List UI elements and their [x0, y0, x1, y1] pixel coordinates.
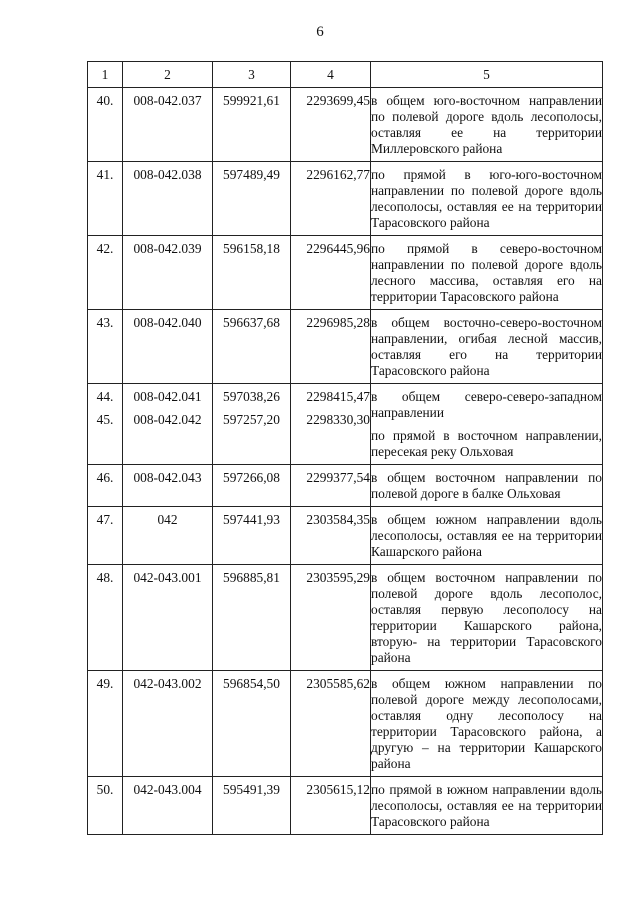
row-number: 49.: [96, 676, 114, 691]
point-code: 042-043.002: [133, 676, 202, 691]
boundary-description: в общем восточном направлении по полевой дороге вдоль лесополос, оставляя первую лесополосу на территории Кашарского района, вторую- на территории Тарасовского района: [371, 570, 602, 665]
boundary-description-cell: [371, 777, 603, 835]
row-number: 46.: [96, 470, 114, 485]
coordinate-x: 596637,68: [223, 315, 280, 330]
boundary-description: по прямой в северо-восточном направлении по полевой дороге вдоль лесного массива, оставляя его на территории Тарасовского района: [371, 241, 602, 304]
coordinate-y: 2296985,28: [306, 315, 370, 330]
row-number: 44.: [96, 389, 114, 404]
boundary-description: в общем южном направлении вдоль лесополосы, оставляя ее на территории Кашарского района: [371, 512, 602, 559]
row-number-cell: [88, 507, 123, 565]
table-row: [88, 777, 603, 835]
boundary-points-table: [87, 61, 603, 835]
coordinate-y-cell: [291, 88, 371, 162]
table-row: [88, 507, 603, 565]
table-row: [88, 671, 603, 777]
boundary-description-cell: [371, 465, 603, 507]
row-number-cell: [88, 88, 123, 162]
point-code: 042-043.004: [133, 782, 202, 797]
point-code: 042-043.001: [133, 570, 202, 585]
table-row: [88, 384, 603, 465]
boundary-description-cell: [371, 310, 603, 384]
row-number-cell: [88, 671, 123, 777]
point-code: 008-042.038: [133, 167, 202, 182]
coordinate-y: 2305585,62: [306, 676, 370, 691]
point-code-cell: [123, 88, 213, 162]
boundary-description: в общем восточно-северо-восточном направлении, огибая лесной массив, оставляя его на территории Тарасовского района: [371, 315, 602, 378]
coordinate-y-cell: [291, 507, 371, 565]
column-header-description: 5: [371, 62, 603, 88]
point-code: 008-042.041: [133, 389, 202, 404]
table-row: [88, 465, 603, 507]
boundary-description: в общем юго-восточном направлении по полевой дороге вдоль лесополосы, оставляя ее на территории Миллеровского района: [371, 93, 602, 156]
column-header-x: 3: [213, 62, 291, 88]
coordinate-y-cell: [291, 465, 371, 507]
coordinate-x: 596885,81: [223, 570, 280, 585]
row-number: 43.: [96, 315, 114, 330]
row-number-cell: [88, 384, 123, 465]
row-number-cell: [88, 162, 123, 236]
point-code: 008-042.039: [133, 241, 202, 256]
point-code: 042: [157, 512, 178, 527]
coordinate-x: 597038,26: [223, 389, 280, 404]
point-code-cell: [123, 384, 213, 465]
row-number-cell: [88, 465, 123, 507]
row-number-cell: [88, 236, 123, 310]
table-body: [88, 88, 603, 835]
boundary-description: по прямой в южном направлении вдоль лесополосы, оставляя ее на территории Тарасовского района: [371, 782, 602, 829]
coordinate-x: 595491,39: [223, 782, 280, 797]
boundary-description-cell: [371, 507, 603, 565]
boundary-description-cell: [371, 236, 603, 310]
boundary-description: по прямой в юго-юго-восточном направлении по полевой дороге вдоль лесополосы, оставляя ее на территории Тарасовского района: [371, 167, 602, 230]
page-number: 6: [316, 24, 324, 40]
coordinate-y: 2305615,12: [306, 782, 370, 797]
boundary-description-cell: [371, 671, 603, 777]
row-number: 48.: [96, 570, 114, 585]
coordinate-x: 597266,08: [223, 470, 280, 485]
coordinate-x-cell: [213, 671, 291, 777]
coordinate-x: 597489,49: [223, 167, 280, 182]
point-code: 008-042.040: [133, 315, 202, 330]
coordinate-y-cell: [291, 565, 371, 671]
coordinate-y: 2303584,35: [306, 512, 370, 527]
coordinate-x-cell: [213, 236, 291, 310]
table-header-row: [88, 62, 603, 88]
column-header-number: 1: [88, 62, 123, 88]
row-number: 50.: [96, 782, 114, 797]
coordinate-x-cell: [213, 162, 291, 236]
table-row: [88, 310, 603, 384]
row-number: 47.: [96, 512, 114, 527]
coordinate-x-cell: [213, 565, 291, 671]
coordinate-y-cell: [291, 671, 371, 777]
coordinate-x-cell: [213, 310, 291, 384]
point-code-cell: [123, 162, 213, 236]
column-header-code: 2: [123, 62, 213, 88]
point-code: 008-042.037: [133, 93, 202, 108]
coordinate-y: 2298415,47: [306, 389, 370, 404]
table-row: [88, 162, 603, 236]
coordinate-y-cell: [291, 384, 371, 465]
table-row: [88, 88, 603, 162]
point-code-cell: [123, 777, 213, 835]
coordinate-y: 2298330,30: [306, 412, 370, 427]
point-code-cell: [123, 565, 213, 671]
boundary-description: в общем восточном направлении по полевой дороге в балке Ольховая: [371, 470, 602, 501]
coordinate-x-cell: [213, 384, 291, 465]
coordinate-y-cell: [291, 310, 371, 384]
row-number: 42.: [96, 241, 114, 256]
boundary-description-cell: [371, 88, 603, 162]
point-code-cell: [123, 310, 213, 384]
coordinate-x: 599921,61: [223, 93, 280, 108]
coordinate-y: 2303595,29: [306, 570, 370, 585]
coordinate-x: 596854,50: [223, 676, 280, 691]
column-header-y: 4: [291, 62, 371, 88]
point-code-cell: [123, 671, 213, 777]
boundary-description: в общем южном направлении по полевой дороге между лесополосами, оставляя одну лесополосу на территории Тарасовского района, а другую – на территории Кашарского района: [371, 676, 602, 771]
coordinate-x-cell: [213, 465, 291, 507]
row-number-cell: [88, 777, 123, 835]
boundary-description-cell: [371, 162, 603, 236]
point-code: 008-042.042: [133, 412, 202, 427]
row-number: 45.: [96, 412, 114, 427]
coordinate-y: 2299377,54: [306, 470, 370, 485]
coordinate-y-cell: [291, 777, 371, 835]
row-number-cell: [88, 565, 123, 671]
point-code: 008-042.043: [133, 470, 202, 485]
row-number: 40.: [96, 93, 114, 108]
table-row: [88, 236, 603, 310]
boundary-description-cell: [371, 384, 603, 465]
coordinate-y-cell: [291, 162, 371, 236]
point-code-cell: [123, 507, 213, 565]
coordinate-x-cell: [213, 88, 291, 162]
coordinate-y: 2296162,77: [306, 167, 370, 182]
row-number-cell: [88, 310, 123, 384]
coordinate-x: 596158,18: [223, 241, 280, 256]
coordinate-x-cell: [213, 507, 291, 565]
boundary-description: в общем северо-северо-западном направлении: [371, 389, 602, 420]
table-row: [88, 565, 603, 671]
coordinate-y: 2296445,96: [306, 241, 370, 256]
point-code-cell: [123, 465, 213, 507]
coordinate-y-cell: [291, 236, 371, 310]
coordinate-y: 2293699,45: [306, 93, 370, 108]
coordinate-x-cell: [213, 777, 291, 835]
row-number: 41.: [96, 167, 114, 182]
boundary-description-cell: [371, 565, 603, 671]
coordinate-x: 597441,93: [223, 512, 280, 527]
point-code-cell: [123, 236, 213, 310]
coordinate-x: 597257,20: [223, 412, 280, 427]
boundary-description: по прямой в восточном направлении, пересекая реку Ольховая: [371, 428, 602, 459]
